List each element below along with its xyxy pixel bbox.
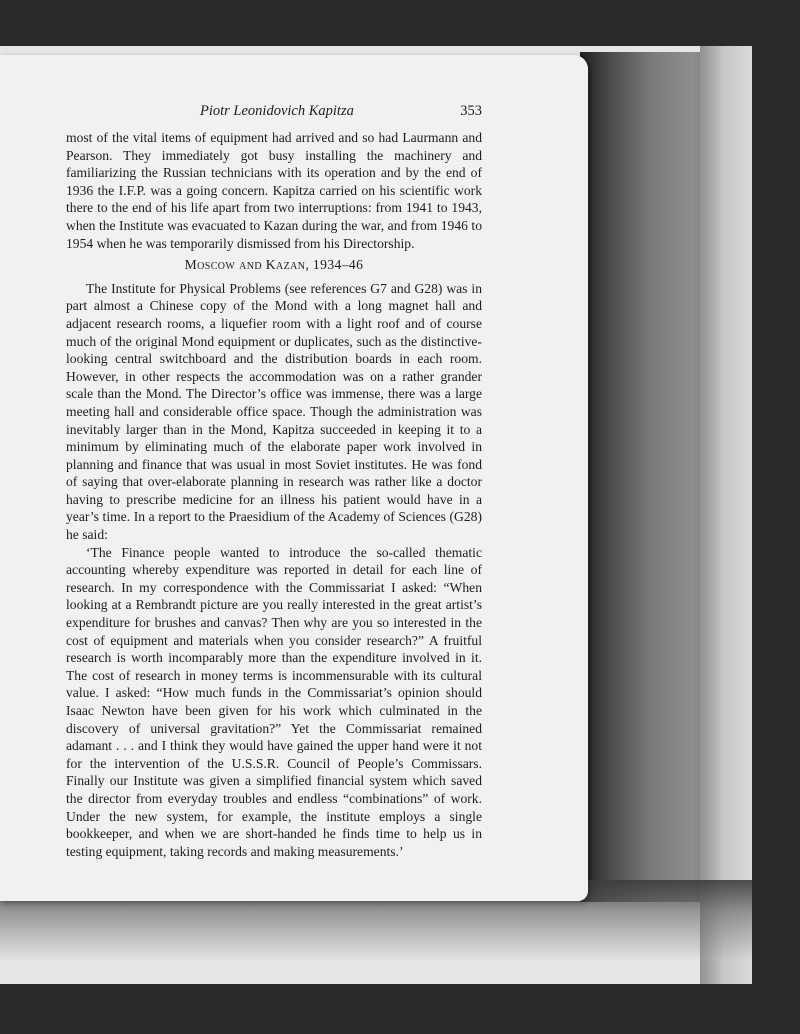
page-content bbox=[66, 103, 482, 860]
running-header bbox=[66, 103, 482, 120]
page-number: 353 bbox=[460, 103, 482, 119]
scan-right-edge bbox=[700, 46, 752, 984]
book-page bbox=[0, 55, 588, 901]
running-title: Piotr Leonidovich Kapitza bbox=[200, 103, 354, 119]
body-text bbox=[66, 129, 482, 860]
block-quote: ‘The Finance people wanted to introduce the so-called thematic accounting whereby expenditure was reported in detail for each line of research. In my correspondence with the Commissariat I asked: “When looking at a Rembrandt picture are you really interested in the great artist’s expenditure for brushes and canvas? Then why are you so interested in the cost of equipment and materials when you consider research?” A fruitful research is worth incomparably more than the expenditure involved in it. The cost of research in money terms is incommensurable with its cultural value. I asked: “How much funds in the Commissariat’s opinion should Isaac Newton have been given for his work which culminated in the discovery of universal gravitation?” Yet the Commissariat remained adamant . . . and I think they would have gained the upper hand were it not for the intervention of the U.S.S.R. Council of People’s Commissars. Finally our Institute was given a simplified financial system which saved the director from everyday troubles and endless “combinations” of work. Under the new system, for example, the institute employs a single bookkeeper, and when we are short-handed he finds time to help us in testing equipment, taking records and making measurements.’ bbox=[66, 544, 482, 859]
paragraph: The Institute for Physical Problems (see references G7 and G28) was in part almost a Chinese copy of the Mond with a long magnet hall and adjacent research rooms, a liquefier room with a light roof and of course much of the original Mond equipment or duplicates, such as the distinctive-looking central switchboard and the distribution boards in each room. However, in other respects the accommodation was on a rather grander scale than the Mond. The Director’s office was immense, there was a large meeting hall and considerable office space. Though the administration was inevitably larger than in the Mond, Kapitza succeeded in keeping it to a minimum by eliminating much of the elaborate paper work involved in planning and finance that was usual in most Soviet institutes. He was fond of saying that over-elaborate planning in research was rather like a doctor having to prescribe medicine for an illness his patient would have in a year’s time. In a report to the Praesidium of the Academy of Sciences (G28) he said: bbox=[66, 280, 482, 543]
section-heading: Moscow and Kazan, 1934–46 bbox=[184, 257, 364, 273]
paragraph: most of the vital items of equipment had arrived and so had Laurmann and Pearson. They immediately got busy installing the machinery and familiarizing the Russian technicians with its operation and by the end of 1936 the I.F.P. was a going concern. Kapitza carried on his scientific work there to the end of his life apart from two interruptions: from 1941 to 1943, when the Institute was evacuated to Kazan during the war, and from 1946 to 1954 when he was temporarily dismissed from his Directorship. bbox=[66, 130, 482, 251]
